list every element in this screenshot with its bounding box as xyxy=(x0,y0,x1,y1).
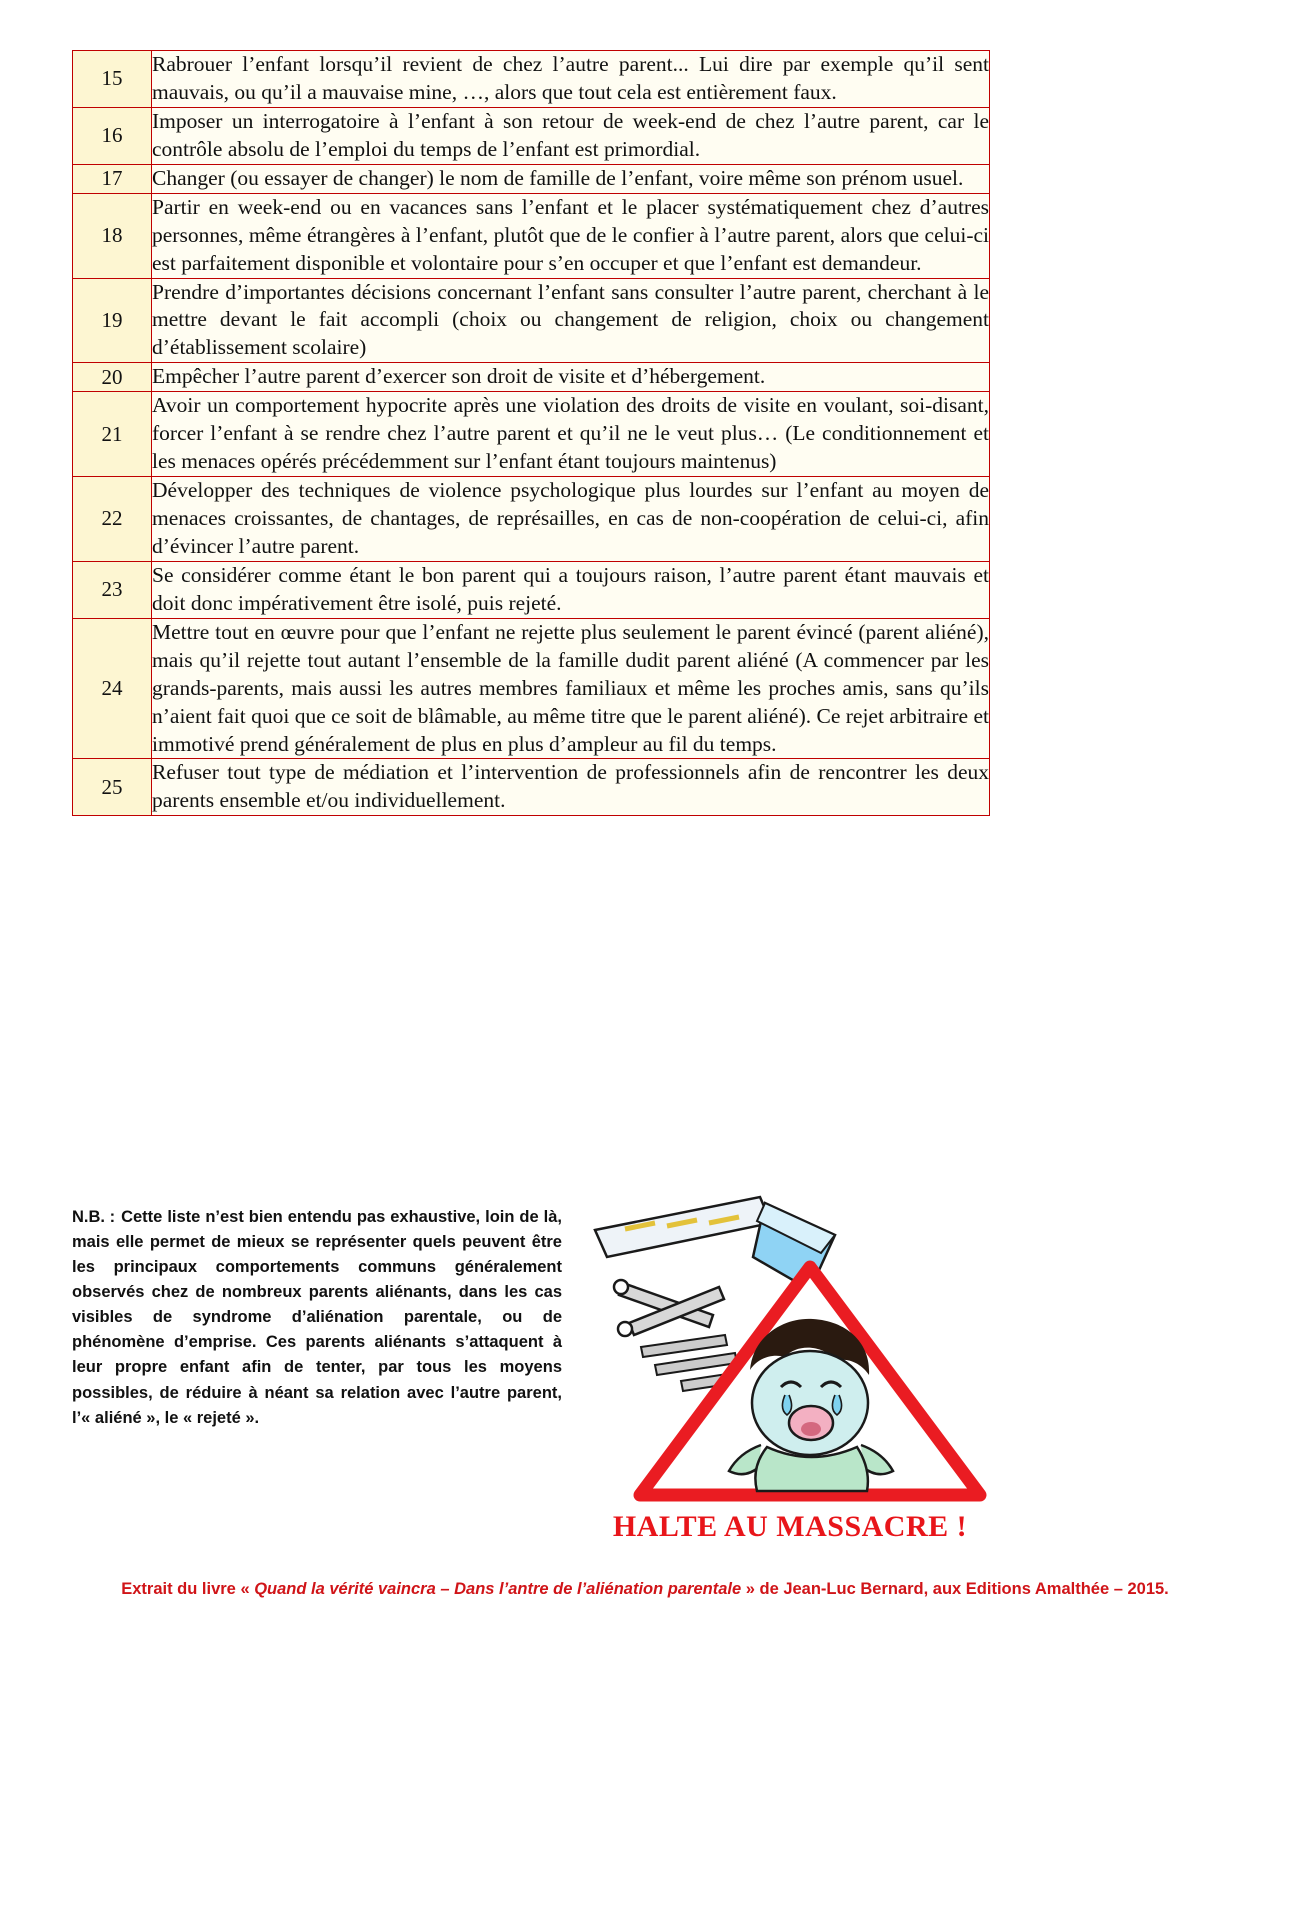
row-text: Refuser tout type de médiation et l’intervention de professionnels afin de rencontrer les deux parents ensemble et/ou individuellement. xyxy=(152,759,990,816)
warning-triangle-crying-child-icon xyxy=(585,1195,1005,1525)
row-text: Mettre tout en œuvre pour que l’enfant ne rejette plus seulement le parent évincé (parent aliéné), mais qu’il rejette tout autant l’ensemble de la famille dudit parent aliéné (A commencer par les grands-parents, mais aussi les autres membres familiaux et même les proches amis, sans qu’ils n’aient fait quoi que ce soit de blâmable, au même titre que le parent aliéné). Ce rejet arbitraire et immotivé prend généralement de plus en plus d’ampleur au fil du temps. xyxy=(152,618,990,759)
note-block xyxy=(72,1205,562,1431)
table-row xyxy=(73,477,990,562)
row-number: 17 xyxy=(73,164,152,193)
footer-prefix: Extrait du livre « xyxy=(121,1580,255,1598)
row-text: Développer des techniques de violence psychologique plus lourdes sur l’enfant au moyen de menaces croissantes, de chantages, de représailles, en cas de non-coopération de celui-ci, afin d’évincer l’autre parent. xyxy=(152,477,990,562)
row-number: 19 xyxy=(73,278,152,363)
row-text: Se considérer comme étant le bon parent qui a toujours raison, l’autre parent étant mauvais et doit donc impérativement être isolé, puis rejeté. xyxy=(152,561,990,618)
row-text: Avoir un comportement hypocrite après une violation des droits de visite en voulant, soi-disant, forcer l’enfant à se rendre chez l’autre parent et qu’il ne le veut plus… (Le conditionnement et les menaces opérés précédemment sur l’enfant étant toujours maintenus) xyxy=(152,392,990,477)
row-number: 22 xyxy=(73,477,152,562)
footer-book-title: Quand la vérité vaincra – Dans l’antre de l’aliénation parentale xyxy=(254,1580,742,1598)
source-footer xyxy=(30,1580,1260,1599)
table-body xyxy=(73,51,990,816)
row-number: 23 xyxy=(73,561,152,618)
row-text: Partir en week-end ou en vacances sans l’enfant et le placer systématiquement chez d’autres personnes, même étrangères à l’enfant, plutôt que de le confier à l’autre parent, alors que celui-ci est parfaitement disponible et volontaire pour s’en occuper et que l’enfant est demandeur. xyxy=(152,193,990,278)
table-row xyxy=(73,164,990,193)
row-number: 16 xyxy=(73,107,152,164)
table-row xyxy=(73,392,990,477)
footer-suffix: » de Jean-Luc Bernard, aux Editions Amalthée – 2015. xyxy=(741,1580,1169,1598)
row-number: 20 xyxy=(73,363,152,392)
row-number: 25 xyxy=(73,759,152,816)
note-text: Cette liste n’est bien entendu pas exhaustive, loin de là, mais elle permet de mieux se représenter quels peuvent être les principaux comportements communs généralement observés chez de nombreux parents aliénants, dans les cas visibles de syndrome d’aliénation parentale, ou de phénomène d’emprise. Ces parents aliénants s’attaquent à leur propre enfant afin de tenter, par tous les moyens possibles, de réduire à néant sa relation avec l’autre parent, l’« aliéné », le « rejeté ». xyxy=(72,1208,562,1427)
table-row xyxy=(73,618,990,759)
table-row xyxy=(73,51,990,108)
row-number: 24 xyxy=(73,618,152,759)
table-row xyxy=(73,363,990,392)
row-text: Empêcher l’autre parent d’exercer son droit de visite et d’hébergement. xyxy=(152,363,990,392)
row-text: Prendre d’importantes décisions concernant l’enfant sans consulter l’autre parent, cherchant à le mettre devant le fait accompli (choix ou changement de religion, choix ou changement d’établissement scolaire) xyxy=(152,278,990,363)
row-text: Changer (ou essayer de changer) le nom de famille de l’enfant, voire même son prénom usuel. xyxy=(152,164,990,193)
row-number: 21 xyxy=(73,392,152,477)
table-row xyxy=(73,278,990,363)
behaviour-list-table xyxy=(72,50,990,816)
row-text: Rabrouer l’enfant lorsqu’il revient de chez l’autre parent... Lui dire par exemple qu’il sent mauvais, ou qu’il a mauvaise mine, …, alors que tout cela est entièrement faux. xyxy=(152,51,990,108)
row-number: 18 xyxy=(73,193,152,278)
table-row xyxy=(73,193,990,278)
illustration-caption: HALTE AU MASSACRE ! xyxy=(612,1510,968,1543)
illustration xyxy=(585,1195,1005,1525)
row-text: Imposer un interrogatoire à l’enfant à son retour de week-end de chez l’autre parent, car le contrôle absolu de l’emploi du temps de l’enfant est primordial. xyxy=(152,107,990,164)
table-row xyxy=(73,107,990,164)
table-row xyxy=(73,561,990,618)
note-label: N.B. : xyxy=(72,1208,116,1226)
row-number: 15 xyxy=(73,51,152,108)
table-row xyxy=(73,759,990,816)
